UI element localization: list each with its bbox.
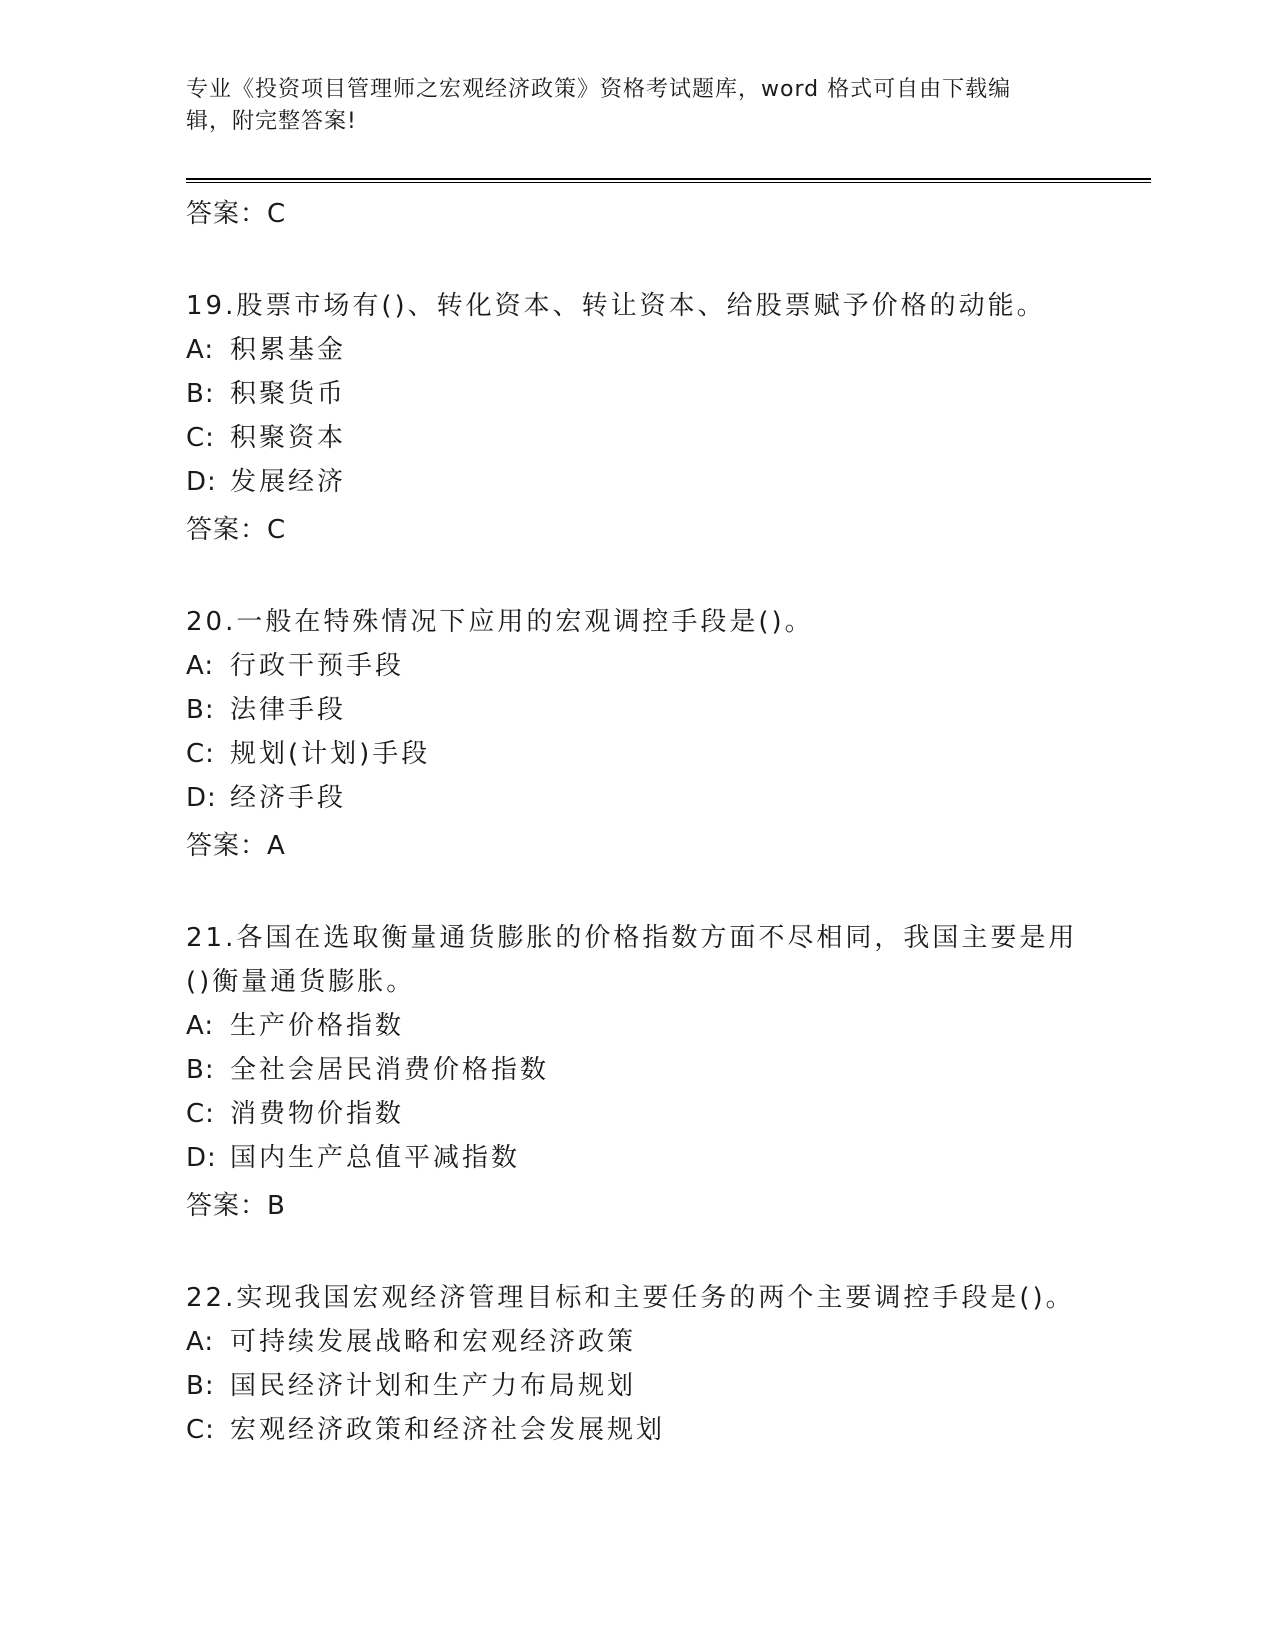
option-text: 生产价格指数 (230, 1011, 405, 1041)
option-b (186, 1048, 1086, 1092)
option-c (186, 416, 1086, 460)
question-text: 20.一般在特殊情况下应用的宏观调控手段是()。 (186, 607, 814, 637)
option-letter: A: (186, 335, 215, 365)
option-text: 国民经济计划和生产力布局规划 (230, 1371, 637, 1401)
option-b (186, 372, 1086, 416)
question-text: 22.实现我国宏观经济管理目标和主要任务的两个主要调控手段是()。 (186, 1283, 1075, 1313)
option-letter: B: (186, 695, 215, 725)
question-text: 19.股票市场有()、转化资本、转让资本、给股票赋予价格的动能。 (186, 291, 1046, 321)
option-letter: B: (186, 1371, 215, 1401)
answer-label: 答案：C (186, 515, 287, 545)
document-header (186, 74, 1086, 138)
option-letter: A: (186, 651, 215, 681)
option-letter: D: (186, 783, 217, 813)
option-d (186, 460, 1086, 504)
option-a (186, 328, 1086, 372)
option-text: 积累基金 (230, 335, 347, 365)
answer-label: 答案：A (186, 831, 286, 861)
option-text: 消费物价指数 (230, 1099, 405, 1129)
question-block (186, 600, 1086, 916)
option-a (186, 1004, 1086, 1048)
option-text: 经济手段 (230, 783, 347, 813)
option-letter: A: (186, 1011, 215, 1041)
option-letter: C: (186, 423, 215, 453)
option-text: 全社会居民消费价格指数 (230, 1055, 550, 1085)
option-d (186, 1136, 1086, 1180)
option-text: 行政干预手段 (230, 651, 405, 681)
answer-label: 答案：B (186, 1191, 286, 1221)
option-text: 国内生产总值平减指数 (230, 1143, 521, 1173)
option-letter: B: (186, 1055, 215, 1085)
option-letter: D: (186, 1143, 217, 1173)
option-text: 发展经济 (230, 467, 347, 497)
option-b (186, 1364, 1086, 1408)
option-letter: C: (186, 1099, 215, 1129)
option-letter: C: (186, 739, 215, 769)
option-letter: A: (186, 1327, 215, 1357)
option-c (186, 1408, 1086, 1452)
answer-label: 答案：C (186, 199, 287, 229)
header-rule (186, 178, 1151, 180)
option-c (186, 732, 1086, 776)
header-line-2: 辑，附完整答案! (186, 109, 357, 134)
option-a (186, 644, 1086, 688)
question-block (186, 916, 1086, 1276)
option-text: 积聚资本 (230, 423, 347, 453)
option-text: 法律手段 (230, 695, 347, 725)
question-list (186, 188, 1086, 1452)
option-text: 可持续发展战略和宏观经济政策 (230, 1327, 637, 1357)
option-text: 规划(计划)手段 (230, 739, 431, 769)
question-text: 21.各国在选取衡量通货膨胀的价格指数方面不尽相同，我国主要是用()衡量通货膨胀。 (186, 923, 1078, 997)
option-text: 宏观经济政策和经济社会发展规划 (230, 1415, 666, 1445)
option-letter: C: (186, 1415, 215, 1445)
question-block (186, 1276, 1086, 1452)
question-block (186, 284, 1086, 600)
option-b (186, 688, 1086, 732)
option-text: 积聚货币 (230, 379, 347, 409)
option-a (186, 1320, 1086, 1364)
option-d (186, 776, 1086, 820)
option-letter: D: (186, 467, 217, 497)
header-line-1: 专业《投资项目管理师之宏观经济政策》资格考试题库，word 格式可自由下载编 (186, 77, 1012, 102)
header-rule-thin (186, 182, 1151, 183)
option-letter: B: (186, 379, 215, 409)
option-c (186, 1092, 1086, 1136)
